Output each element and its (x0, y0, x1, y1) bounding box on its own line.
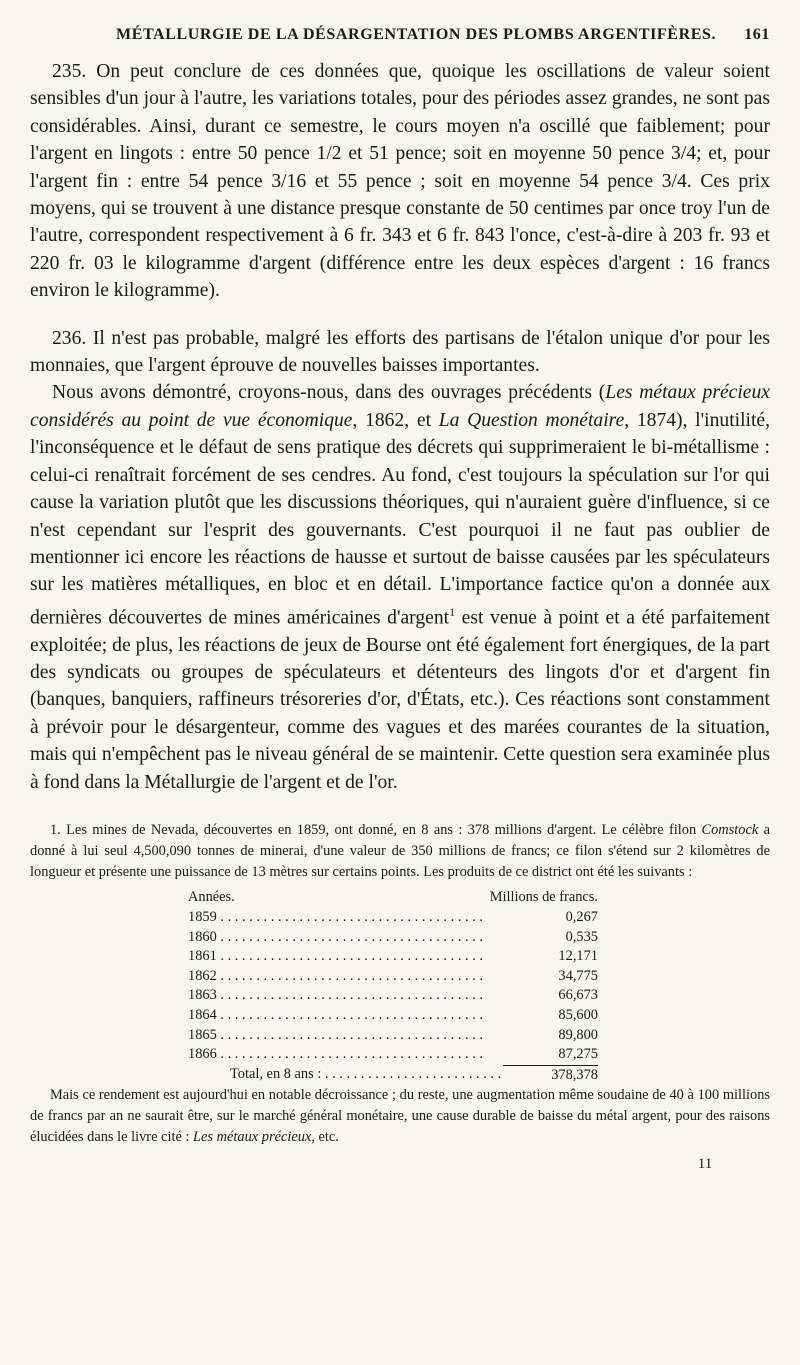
table-header (188, 888, 598, 908)
table-row (188, 947, 598, 967)
table-total-row (230, 1065, 598, 1086)
row-year: 1862 . . . (188, 967, 503, 987)
row-year: 1864 . . . (188, 1006, 503, 1026)
total-label: Total, en 8 ans : . . . (230, 1065, 503, 1086)
text-span: , 1874), l'inutilité, l'inconséquence et le défaut de sens pratique des décrets qui supprimeraient le bi-métallisme : celui-ci renaîtrait forcément de ses cendres. Au fond, c'est toujours la spéculation sur l'or qui cause la variation plutôt que les discussions théoriques, qui n'auraient guère d'influence, si ce n'est cependant sur l'esprit des gouvernants. C'est pourquoi il ne faut pas oublier de mentionner ici encore les réactions de hausse et surtout de baisse causées par les spéculateurs sur les matières métalliques, en bloc et en détail. L'importance factice qu'on a donnée aux dernières découvertes de mines américaines d'argent (30, 409, 771, 629)
text-span: est venue à point et a été parfaitement exploitée; de plus, les réactions de jeux de Bourse ont été également fort énergiques, de la part des syndicats ou groupes de spéculateurs et détenteurs des lingots d'or et d'argent fin (banques, banquiers, raffineurs trésoreries d'or, d'États, etc.). Ces réactions sont constamment à prévoir pour le désargenteur, comme des vagues et des marées courantes de la situation, mais qui n'empêchent pas le niveau général de se maintenir. Cette question sera examinée plus à fond dans la Métallurgie de l'argent et de l'or. (30, 607, 770, 793)
main-text (30, 58, 770, 796)
text-span: Nous avons démontré, croyons-nous, dans des ouvrages précédents ( (52, 382, 606, 404)
footnote-conclusion (30, 1085, 770, 1147)
row-year: 1859 . . . (188, 908, 503, 928)
row-value: 0,535 (565, 928, 598, 945)
paragraph-236: 236. Il n'est pas probable, malgré les efforts des partisans de l'étalon unique d'or pour les monnaies, que l'argent éprouve de nouvelles baisses importantes. (30, 327, 770, 377)
table-row (188, 1045, 598, 1065)
row-value: 34,775 (558, 967, 598, 984)
column-header-years: Années. (188, 889, 235, 906)
text-span: a donné à lui seul 4,500,090 tonnes de minerai, d'une valeur de 350 millions de francs; ce filon s'étend sur 2 kilomètres de longueur et présente une puissance de 13 mètres sur certains points. Les produits de ce district ont été les suivants : (30, 822, 770, 880)
column-header-values: Millions de francs. (489, 889, 598, 906)
page (30, 26, 770, 1173)
table-row (188, 908, 598, 928)
paragraph-235: 235. On peut conclure de ces données que, quoique les oscillations de valeur soient sensibles d'un jour à l'autre, les variations totales, pour des périodes assez grandes, ne sont pas considérables. Ainsi, durant ce semestre, le cours moyen n'a oscillé que faiblement; pour l'argent en lingots : entre 50 pence 1/2 et 51 pence; soit en moyenne 50 pence 3/4; et, pour l'argent fin : entre 54 pence 3/16 et 55 pence ; soit en moyenne 54 pence 3/4. Ces prix moyens, qui se trouvent à une distance presque constante de 50 centimes par once troy l'un de l'autre, correspondent respectivement à 6 fr. 343 et 6 fr. 843 l'once, c'est-à-dire à 203 fr. 93 et 220 fr. 03 le kilogramme d'argent (différence entre les deux espèces d'argent : 16 francs environ le kilogramme). (30, 61, 770, 302)
footnote-intro (30, 820, 770, 882)
text-span: , etc. (311, 1129, 339, 1146)
row-value: 89,800 (558, 1026, 598, 1043)
row-value: 0,267 (565, 909, 598, 926)
row-value: 87,275 (558, 1046, 598, 1063)
table-row (188, 928, 598, 948)
table-row (188, 986, 598, 1006)
signature-mark: 11 (697, 1155, 713, 1172)
text-span: Mais ce rendement est aujourd'hui en notable décroissance ; du reste, une augmentation même soudaine de 40 à 100 millions de francs par an ne saurait être, sur le marché général monétaire, une cause durable de baisse du métal argent, pour des raisons élucidées dans le livre cité : (30, 1087, 770, 1146)
footnote-separator (30, 796, 770, 810)
row-year: 1866 . . . (188, 1045, 503, 1065)
table-row (188, 1026, 598, 1046)
text-span: , 1862, et (352, 409, 439, 431)
table-row (188, 1006, 598, 1026)
table-rows (188, 908, 598, 1065)
page-number: 161 (744, 26, 770, 43)
table-row (188, 967, 598, 987)
total-value: 378,378 (503, 1065, 598, 1086)
paragraph-236-continued (30, 379, 770, 796)
footnote-marker: 1 (449, 604, 456, 619)
book-title-2: La Question monétaire (438, 409, 625, 431)
running-title: MÉTALLURGIE DE LA DÉSARGENTATION DES PLOMBS ARGENTIFÈRES. (116, 26, 717, 43)
row-value: 66,673 (558, 987, 598, 1004)
row-year: 1863 . . . (188, 986, 503, 1006)
row-value: 12,171 (558, 948, 598, 965)
production-table (188, 888, 598, 1085)
text-span: 1. Les mines de Nevada, découvertes en 1859, ont donné, en 8 ans : 378 millions d'argent. Le célèbre filon (50, 822, 702, 839)
book-title-1: Les métaux précieux considérés au point de vue économique (30, 382, 770, 431)
row-year: 1865 . . . (188, 1026, 503, 1046)
running-header (30, 26, 770, 52)
filon-name: Comstock (701, 822, 759, 839)
book-title-3: Les métaux précieux (193, 1129, 312, 1146)
row-value: 85,600 (558, 1007, 598, 1024)
row-year: 1860 . . . (188, 928, 503, 948)
row-year: 1861 . . . (188, 947, 503, 967)
footnote (30, 820, 770, 1148)
